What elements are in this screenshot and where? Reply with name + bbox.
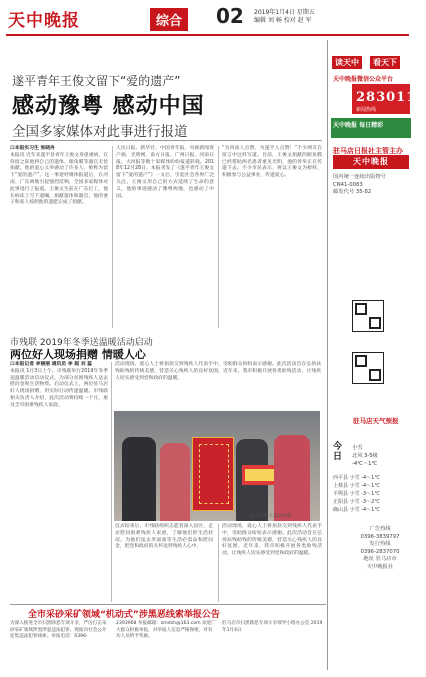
weather-wind: 北风 3-5级 [352,453,378,459]
issue-editors: 编辑 刘 畅 校对 赵 军 [254,17,312,24]
story1-col1-text: 本报讯 近年来遂平县青年王俊文身患重病，在弥留之际他将自己的遗体、眼角膜等器官无偿捐献。他的爱心义举感动了许多人，被称为留下“爱的遗产”。这一事迹经媒体报道后，在河南、广东两地引起强烈反响，全国多家媒体对此事进行了报道。王俊文生前在广东打工，他在病床上写下遗嘱，捐献遗体和器官，他的妻子和家人按照他的遗愿完成了捐献。 [10,152,108,206]
story1-byline: 口本报实习生 张晓冉 [10,146,55,151]
page-number: 02 [216,4,244,28]
right-column-divider [327,40,328,670]
story1-kicker: 遂平青年王俊文留下“爱的遗产” [12,74,181,88]
story2-kicker: 市残联 2019年冬季送温暖活动启动 [10,338,153,348]
story1-subhead: 全国多家媒体对此事进行报道 [12,124,188,140]
weather-title: 驻马店天气预报 [353,417,399,425]
newspaper-logo: 天中晚报 [8,11,80,31]
story2-byline: 口本报记者 李丽丽 通讯员 李 超 刘 蕊 [10,362,92,367]
story2-col3b-text: 活动现场，爱心人士将捐款交到残疾人代表手中，受助群众纷纷表示感谢。此次活动旨在弘扬扶残助残的传统美德，营造关心残疾人的良好氛围。近年来，我市积极开展各类助残活动，让残疾人切实感受到党和政府的温暖。 [222,524,322,557]
contact-info [352,526,408,571]
story2-col2-text: 活动现场，爱心人士将捐款交到残疾人代表手中，受助群众纷纷表示感谢。此次活动旨在弘扬扶残助残的传统美德，营造关心残疾人的良好氛围。近年来，我市积极开展各类助残活动，让残疾人切实感受到党和政府的温暖。 [115,362,321,381]
city-forecast: 正阳县 小雪 -3～2℃ [333,499,380,505]
weather-condition: 小雪 [352,445,363,451]
distribution-number: 0396-2837070 [360,548,400,555]
column-divider [218,524,219,602]
story1-column-2 [116,146,214,328]
masthead-rule [6,34,409,36]
today-char-1: 今 [333,442,343,452]
address-label: 地址 驻马店市 [363,556,397,562]
column-divider [111,362,112,602]
address-value: 天中晚报社 [366,563,394,570]
masthead [0,0,415,40]
story2-column-1 [10,362,108,602]
hotline-number: 2830110 [356,90,426,105]
story2-column-2 [115,362,321,408]
city-forecast: 平舆县 小雪 -3～1℃ [333,491,380,497]
public-notice-ad [10,604,326,669]
notice-column-1: 为深入推进全市扫黑除恶专项斗争，严厉打击采砂采矿领域涉黑涉恶违法犯罪，现面向社会公开征集违法犯罪线索。举报电话：0396- [10,621,107,640]
promo-strip [331,118,411,138]
ad-hotline-number: 0396-3839797 [360,533,400,540]
person-figure [122,437,156,521]
qr-code-icon [352,300,384,332]
notice-column-2: 2393968 举报邮箱：zmdsh@163.com 欢迎广大群众积极举报，对举报人信息严格保密，对有功人员给予奖励。 [116,621,216,640]
story2-headline: 两位好人现场捐赠 情暖人心 [10,348,146,361]
weather-temp: -4℃～1℃ [352,461,378,467]
city-forecast: 上蔡县 小雪 -4～1℃ [333,483,380,489]
ad-hotline-label: 广告热线 [369,526,391,532]
distribution-label: 发行热线 [369,541,391,547]
column-divider [218,146,219,328]
story1-column-1 [10,146,108,328]
headline-rule [10,140,322,141]
story1-column-3 [222,146,322,328]
story1-headline: 感动豫粤 感动中国 [12,94,205,119]
story1-col2-text: 人民日报、新华社、中国青年报、央视新闻客户端、光明网、南方日报、广州日报、河南日报、大河报等数十家媒体纷纷报道转载。2018年12月28日，本报刊发了《遂平青年王俊文留下“爱的遗产”》一文后，引起社会各界广泛关注。王俊文用自己的方式延续了生命的意义，他的事迹感动了豫粤两地，也感动了中国。 [116,146,214,199]
issue-date: 2019年1月4日 星期五 [254,9,315,16]
photo-caption: 驻马店好人现场捐赠 [250,514,292,519]
promo-text: 天中晚报 每日精彩 [333,122,384,129]
person-figure [274,435,310,521]
tab-see-world: 看天下 [370,56,400,69]
notice-title: 全市采砂采矿领域“机动式”涉黑恶线索举报公告 [28,610,220,620]
notice-column-3: 驻马店市扫黑除恶专项斗争领导小组办公室 2019年1月4日 [222,621,323,633]
publisher-line: 驻马店日报社主管主办 [333,147,403,155]
person-figure [160,443,190,521]
section-tag: 综合 [150,8,188,31]
qr-code-icon [352,352,384,384]
story2-column-2b [115,524,213,602]
today-char-2: 日 [333,452,343,462]
story2-col3-text: 仪式结束后，市残联组织志愿者深入县区，走访慰问困难残疾人家庭，了解他们的生活状况，为他们送去米面油等生活必需品和慰问金，把党和政府的关怀送到残疾人心中。 [115,524,213,550]
paper-name-box: 天中晚报 [333,155,409,169]
city-forecast: 确山县 小雪 -4～1℃ [333,507,380,513]
postal-code: 邮发代号 35-82 [333,189,372,195]
city-forecast: 西平县 小雪 -4～1℃ [333,475,380,481]
story2-col1-text: 本报讯 1月3日上午，市残联举行2019年冬季送温暖活动启动仪式，为部分贫困残疾人送去慰问金和生活物资。启动仪式上，两位驻马店好人现场捐赠，用实际行动传递温暖。市残联相关负责人介绍，此次活动将持续一个月，惠及全市困难残疾人家庭。 [10,368,108,408]
publication-info [333,174,386,197]
hotline-label: 新闻热线 [356,107,377,113]
story2-column-3 [222,524,322,602]
tab-read-tianzhong: 读天中 [332,56,362,69]
issue-info [254,9,315,25]
event-photo [114,411,320,521]
column-divider [112,146,113,328]
wechat-platform-label: 天中晚报微信公众平台 [333,76,394,83]
serial-number: CN41-0083 [333,181,363,188]
serial-label: 国内统一连续出版物号 [333,174,386,180]
story1-col3-text: “为河南人点赞，为遂平人点赞！”不少网友在留言中这样写道。目前，王俊文捐献的眼角膜已经帮助两名患者重见光明，他的善举正在传递下去。不少市民表示，将以王俊文为榜样，积极参与公益事业，传递爱心。 [222,146,322,179]
hotline-box [352,84,426,114]
banner-scroll [192,437,234,511]
today-label [333,442,342,462]
